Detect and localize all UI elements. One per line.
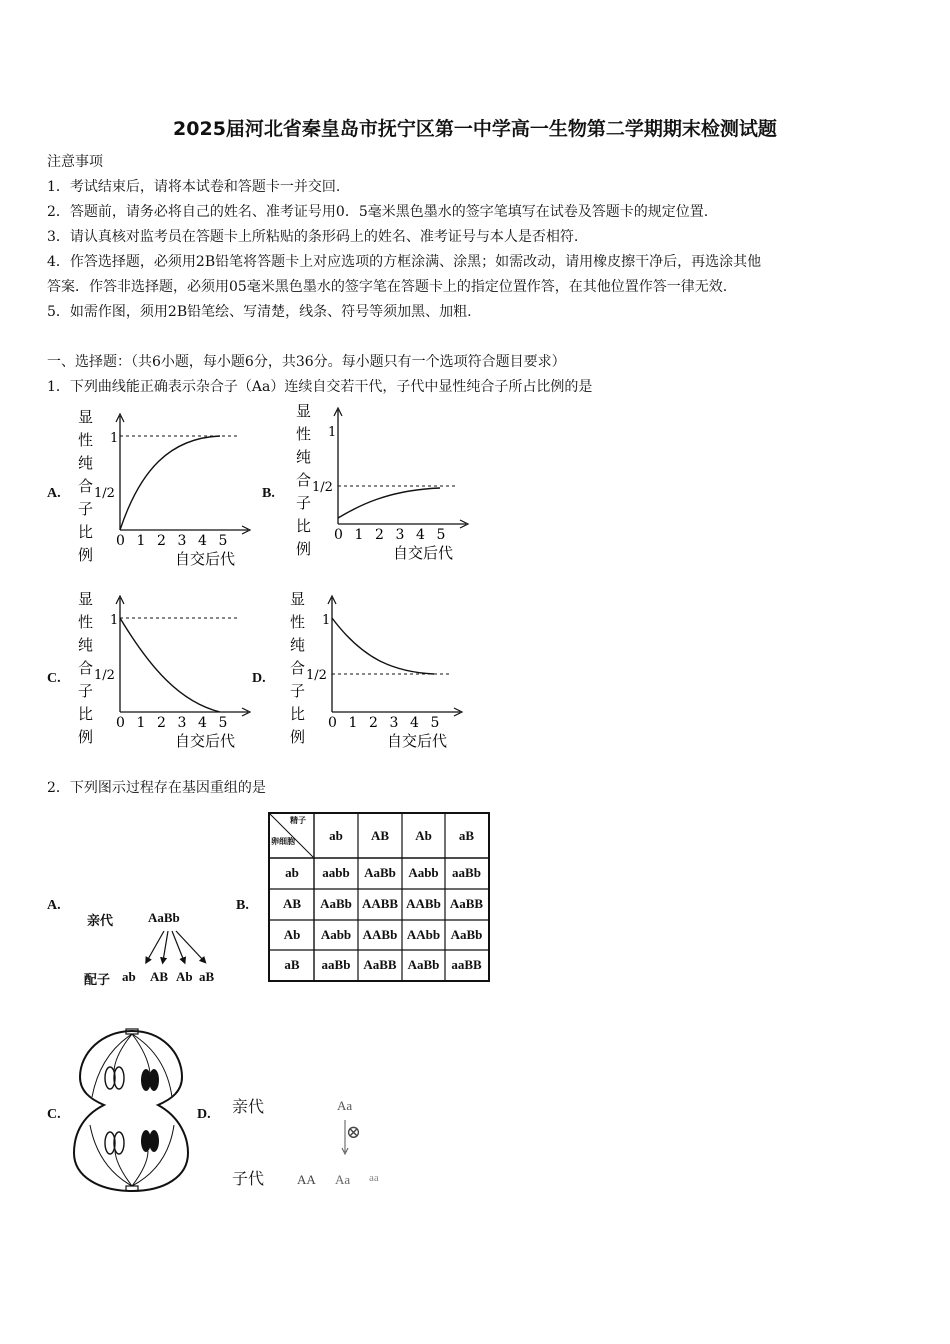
x-tick-label: 3 [395, 527, 405, 543]
y-tick-half: 1/2 [94, 486, 115, 501]
punnett-cell: AaBB [449, 896, 484, 911]
q2-d-diagram [230, 1090, 400, 1195]
gamete-arrows [132, 927, 212, 967]
x-tick-label: 2 [157, 533, 166, 549]
chromosomes [105, 1067, 159, 1154]
proportion-curve [120, 436, 220, 530]
q2-option-b-label: B. [236, 898, 249, 913]
x-tick-label: 5 [218, 533, 228, 549]
x-tick-label: 1 [354, 527, 364, 543]
q2-option-d-label: D. [197, 1107, 211, 1122]
y-axis-label-char: 纯 [290, 636, 306, 654]
x-tick-label: 4 [198, 533, 207, 549]
x-axis-label: 自交后代 [175, 550, 236, 568]
y-axis-label-char: 比 [78, 705, 94, 723]
y-axis-label-char: 性 [290, 613, 306, 631]
y-tick-half: 1/2 [312, 480, 333, 495]
punnett-row-header: ab [285, 865, 299, 880]
page-title: 2025届河北省秦皇岛市抚宁区第一中学高一生物第二学期期末检测试题 [173, 118, 777, 140]
punnett-col-header: Ab [415, 828, 432, 843]
y-axis-label-char: 子 [296, 494, 312, 512]
x-tick-label: 5 [430, 715, 440, 731]
notice-item: 5．如需作图，须用2B铅笔绘、写清楚，线条、符号等须加黑、加粗. [47, 304, 472, 320]
q1-option-d-label: D. [252, 671, 266, 686]
parent-genotype: Aa [337, 1098, 353, 1113]
punnett-cell: Aabb [408, 865, 439, 880]
punnett-cell: AAbb [406, 927, 441, 942]
graph-d [290, 590, 462, 750]
y-axis-label-char: 例 [296, 540, 312, 558]
gamete-label: 配子 [84, 973, 111, 988]
punnett-cell: AaBb [450, 927, 483, 942]
y-axis-label-char: 子 [78, 500, 94, 518]
y-axis-label-char: 比 [78, 523, 94, 541]
notice-item: 答案．作答非选择题，必须用05毫米黑色墨水的签字笔在答题卡上的指定位置作答，在其他位置作答一律无效. [47, 279, 728, 295]
y-axis-label-char: 合 [78, 477, 94, 495]
y-axis-label-char: 纯 [78, 454, 94, 472]
question-2-text: 2．下列图示过程存在基因重组的是 [47, 780, 266, 796]
x-tick-label: 0 [116, 715, 125, 731]
punnett-cell: aabb [322, 865, 350, 880]
punnett-cell: AaBb [407, 957, 440, 972]
x-tick-label: 4 [198, 715, 207, 731]
x-tick-label: 5 [436, 527, 446, 543]
x-axis-label: 自交后代 [393, 544, 454, 562]
x-tick-label: 4 [410, 715, 419, 731]
q1-graphs [60, 400, 490, 760]
y-axis-label-char: 例 [78, 546, 94, 564]
punnett-col-header: ab [329, 828, 343, 843]
y-tick-half: 1/2 [306, 668, 327, 683]
question-1-text: 1．下列曲线能正确表示杂合子（Aa）连续自交若干代，子代中显性纯合子所占比例的是 [47, 379, 593, 395]
y-axis-label-char: 显 [78, 408, 94, 426]
q2-c-cell-diagram [70, 1025, 195, 1195]
y-axis-label-char: 合 [296, 471, 312, 489]
gamete: AB [150, 969, 169, 984]
punnett-row-header: Ab [283, 927, 301, 942]
corner-header-egg: 卵细胞 [271, 837, 295, 846]
gamete: ab [122, 969, 136, 984]
y-axis-label-char: 性 [78, 431, 94, 449]
y-tick-one: 1 [110, 613, 119, 628]
graph-a [78, 408, 250, 568]
x-axis-label: 自交后代 [387, 732, 448, 750]
notice-item: 3．请认真核对监考员在答题卡上所粘贴的条形码上的姓名、准考证号与本人是否相符. [47, 229, 579, 245]
section-heading: 一、选择题：（共6小题，每小题6分，共36分。每小题只有一个选项符合题目要求） [47, 354, 566, 370]
x-tick-label: 3 [177, 533, 187, 549]
q2-option-a-label: A. [47, 898, 61, 913]
y-tick-half: 1/2 [94, 668, 115, 683]
q1-option-a-label: A. [47, 486, 61, 501]
notice-item: 4．作答选择题，必须用2B铅笔将答题卡上对应选项的方框涂满、涂黑；如需改动，请用橡皮擦干净后，再选涂其他 [47, 254, 762, 270]
y-tick-one: 1 [110, 431, 119, 446]
x-tick-label: 2 [369, 715, 378, 731]
child-label: 子代 [232, 1169, 265, 1188]
child-genotype: aa [369, 1172, 379, 1184]
graph-b [296, 402, 468, 562]
punnett-square [268, 812, 490, 982]
x-tick-label: 4 [416, 527, 425, 543]
y-axis-label-char: 比 [290, 705, 306, 723]
proportion-curve [120, 618, 220, 712]
punnett-cell: Aabb [320, 927, 352, 942]
spindle-fibers [90, 1034, 174, 1186]
x-tick-label: 2 [157, 715, 166, 731]
punnett-cell: aaBb [321, 957, 351, 972]
notice-heading: 注意事项 [47, 154, 103, 170]
y-axis-label-char: 纯 [78, 636, 94, 654]
gamete: aB [199, 969, 215, 984]
corner-header-sperm: 精子 [290, 816, 306, 825]
child-genotype: Aa [335, 1172, 351, 1187]
punnett-cell: AaBB [363, 957, 397, 972]
q2-a-diagram [82, 905, 222, 990]
q1-option-b-label: B. [262, 486, 275, 501]
y-axis-label-char: 纯 [296, 448, 312, 466]
punnett-cell: AABb [362, 927, 398, 942]
parent-genotype: AaBb [148, 910, 180, 925]
q1-option-c-label: C. [47, 671, 61, 686]
self-cross-symbol: ⊗ [346, 1122, 362, 1143]
x-axis-label: 自交后代 [175, 732, 236, 750]
y-axis-label-char: 显 [290, 590, 306, 608]
x-tick-label: 3 [177, 715, 187, 731]
punnett-col-header: AB [370, 828, 390, 843]
y-axis-label-char: 性 [78, 613, 94, 631]
x-tick-label: 1 [136, 715, 146, 731]
y-axis-label-char: 合 [78, 659, 94, 677]
x-tick-label: 0 [334, 527, 343, 543]
y-axis-label-char: 例 [78, 728, 94, 746]
child-genotype: AA [297, 1172, 316, 1187]
x-tick-label: 3 [389, 715, 399, 731]
punnett-cell: AABb [406, 896, 441, 911]
proportion-curve [338, 488, 440, 518]
punnett-cell: aaBb [452, 865, 481, 880]
q2-option-c-label: C. [47, 1107, 61, 1122]
x-tick-label: 0 [328, 715, 337, 731]
y-tick-one: 1 [328, 425, 337, 440]
punnett-col-header: aB [458, 828, 475, 843]
proportion-curve [332, 618, 434, 674]
y-axis-label-char: 合 [290, 659, 306, 677]
gamete: Ab [176, 969, 193, 984]
x-tick-label: 1 [348, 715, 358, 731]
cell-membrane [74, 1031, 188, 1191]
graph-c [78, 590, 250, 750]
y-axis-label-char: 例 [290, 728, 306, 746]
x-tick-label: 1 [136, 533, 146, 549]
y-axis-label-char: 性 [296, 425, 312, 443]
x-tick-label: 2 [375, 527, 384, 543]
punnett-cell: AaBb [320, 896, 352, 911]
punnett-row-header: aB [284, 957, 300, 972]
parent-label: 亲代 [232, 1097, 265, 1116]
x-tick-label: 5 [218, 715, 228, 731]
punnett-cell: AABB [361, 896, 399, 911]
punnett-row-header: AB [282, 896, 302, 911]
x-tick-label: 0 [116, 533, 125, 549]
y-axis-label-char: 显 [78, 590, 94, 608]
y-axis-label-char: 显 [296, 402, 312, 420]
y-axis-label-char: 比 [296, 517, 312, 535]
notice-item: 2．答题前，请务必将自己的姓名、准考证号用0．5毫米黑色墨水的签字笔填写在试卷及答题卡的规定位置. [47, 204, 709, 220]
y-axis-label-char: 子 [290, 682, 306, 700]
y-tick-one: 1 [322, 613, 331, 628]
y-axis-label-char: 子 [78, 682, 94, 700]
punnett-cell: AaBb [364, 865, 396, 880]
notice-item: 1．考试结束后，请将本试卷和答题卡一并交回. [47, 179, 341, 195]
punnett-cell: aaBB [451, 957, 482, 972]
parent-label: 亲代 [87, 914, 114, 929]
